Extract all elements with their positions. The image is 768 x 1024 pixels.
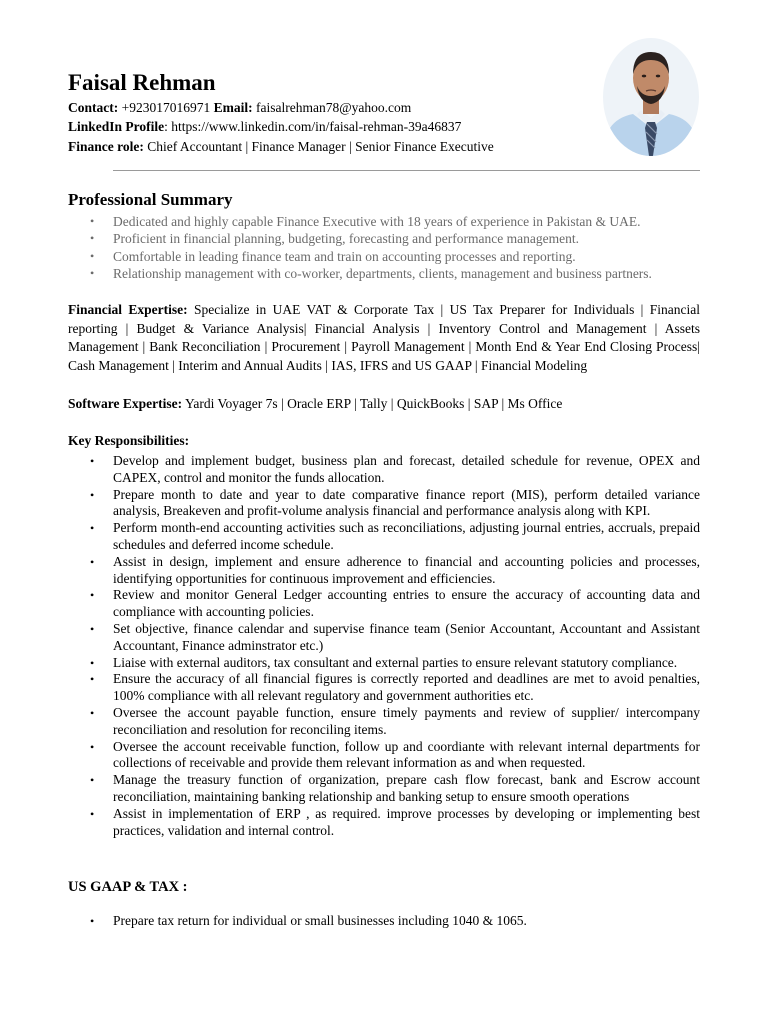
bullet-icon: • <box>90 672 95 687</box>
list-item <box>68 806 700 840</box>
list-item-text: Ensure the accuracy of all financial figures is correctly reported and deadlines are met to avoid penalties, 100% compliance with all relevant regulatory and government authorities etc. <box>113 671 700 704</box>
list-item-text: Manage the treasury function of organization, prepare cash flow forecast, bank and Escrow account reconciliation, maintaining banking relationship and banking setup to ensure smooth operations <box>113 772 700 804</box>
us-gaap-tax-list <box>68 913 700 930</box>
bullet-icon: • <box>90 621 95 636</box>
bullet-icon: • <box>90 739 95 754</box>
list-item <box>68 453 700 487</box>
bullet-icon: • <box>90 487 95 502</box>
bullet-icon: • <box>90 521 95 536</box>
bullet-icon: • <box>90 705 95 720</box>
professional-summary-heading: Professional Summary <box>68 190 233 209</box>
profile-photo <box>603 38 699 156</box>
list-item-text: Liaise with external auditors, tax consultant and external parties to ensure relevant statutory compliance. <box>113 654 678 670</box>
list-item-text: Assist in design, implement and ensure adherence to financial and accounting policies and processes, identifying opportunities for continuous improvement and efficiencies. <box>113 553 700 586</box>
professional-summary-list <box>68 213 700 282</box>
candidate-name: Faisal Rehman <box>68 70 216 95</box>
bullet-icon: • <box>90 588 95 603</box>
linkedin-line <box>68 118 461 136</box>
profile-photo-image <box>603 38 699 156</box>
key-responsibilities-list <box>68 453 700 839</box>
linkedin-url[interactable]: : https://www.linkedin.com/in/faisal-rehman-39a46837 <box>164 119 462 134</box>
email-label: Email: <box>213 100 253 115</box>
linkedin-label: LinkedIn Profile <box>68 119 165 134</box>
key-responsibilities-heading: Key Responsibilities: <box>68 433 190 448</box>
list-item <box>68 913 700 930</box>
software-expertise-label: Software Expertise: <box>68 396 183 411</box>
list-item <box>68 621 700 655</box>
contact-label: Contact: <box>68 100 119 115</box>
list-item-text: Oversee the account receivable function, follow up and coordiante with relevant internal departments for collections of receivable and provide them relevant information as and when requested. <box>113 738 700 771</box>
list-item <box>68 655 700 672</box>
bullet-icon: • <box>90 231 95 246</box>
list-item-text: Prepare month to date and year to date comparative finance report (MIS), perform detailed variance analysis, Breakeven and profit-volume analysis financial and performance analysis along with KPI. <box>113 486 700 519</box>
list-item <box>68 705 700 739</box>
bullet-icon: • <box>90 214 95 228</box>
list-item-text: Relationship management with co-worker, departments, clients, management and business partners. <box>113 265 652 281</box>
bullet-icon: • <box>90 454 95 468</box>
list-item <box>68 554 700 588</box>
list-item <box>68 230 700 247</box>
list-item <box>68 213 700 230</box>
list-item <box>68 739 700 773</box>
bullet-icon: • <box>90 914 95 928</box>
list-item <box>68 671 700 705</box>
financial-expertise-text: Specialize in UAE VAT & Corporate Tax | US Tax Preparer for Individuals | Financial reporting | Budget & Variance Analysis| Financial Analysis | Inventory Control and Management | Assets Management | Bank Reconciliation | Procurement | Payroll Management | Month End & Year End Closing Process| Cash Management | Interim and Annual Audits | IAS, IFRS and US GAAP | Financial Modeling <box>68 302 700 374</box>
us-gaap-tax-heading: US GAAP & TAX : <box>68 879 188 895</box>
contact-line <box>68 99 411 117</box>
list-item-text: Prepare tax return for individual or small businesses including 1040 & 1065. <box>113 913 527 928</box>
contact-phone: +923017016971 <box>118 100 214 115</box>
bullet-icon: • <box>90 655 95 670</box>
list-item <box>68 587 700 621</box>
list-item <box>68 487 700 521</box>
list-item-text: Proficient in financial planning, budgeting, forecasting and performance management. <box>113 231 579 247</box>
finance-role-line <box>68 138 494 156</box>
list-item <box>68 248 700 265</box>
list-item-text: Review and monitor General Ledger accounting entries to ensure the accuracy of accounting data and compliance with accounting policies. <box>113 587 700 620</box>
header-divider <box>113 170 700 171</box>
list-item <box>68 772 700 806</box>
bullet-icon: • <box>90 248 95 263</box>
bullet-icon: • <box>90 265 95 280</box>
list-item-text: Oversee the account payable function, ensure timely payments and review of supplier/ intercompany reconciliation and resolution for reconciling items. <box>113 704 700 737</box>
list-item-text: Assist in implementation of ERP , as required. improve processes by developing or implementing best practices, validation and internal control. <box>113 805 700 838</box>
list-item <box>68 520 700 554</box>
list-item-text: Dedicated and highly capable Finance Executive with 18 years of experience in Pakistan & UAE. <box>113 214 641 229</box>
finance-role-value: Chief Accountant | Finance Manager | Senior Finance Executive <box>143 139 494 154</box>
list-item-text: Comfortable in leading finance team and train on accounting processes and reporting. <box>113 248 576 264</box>
finance-role-label: Finance role: <box>68 139 144 154</box>
bullet-icon: • <box>90 773 95 788</box>
financial-expertise-paragraph <box>68 301 700 376</box>
list-item-text: Develop and implement budget, business plan and forecast, detailed schedule for revenue, OPEX and CAPEX, control and monitor the funds allocation. <box>113 453 700 485</box>
list-item-text: Perform month-end accounting activities such as reconciliations, adjusting journal entries, accruals, prepaid schedules and deferred income schedule. <box>113 520 700 552</box>
list-item-text: Set objective, finance calendar and supervise finance team (Senior Accountant, Accountant and Assistant Accountant, Finance adminstrator etc.) <box>113 620 700 653</box>
software-expertise-text: Yardi Voyager 7s | Oracle ERP | Tally | QuickBooks | SAP | Ms Office <box>182 396 563 411</box>
bullet-icon: • <box>90 554 95 569</box>
financial-expertise-label: Financial Expertise: <box>68 302 188 317</box>
software-expertise-paragraph <box>68 395 700 414</box>
email-value[interactable]: faisalrehman78@yahoo.com <box>252 100 412 115</box>
bullet-icon: • <box>90 806 95 821</box>
list-item <box>68 265 700 282</box>
